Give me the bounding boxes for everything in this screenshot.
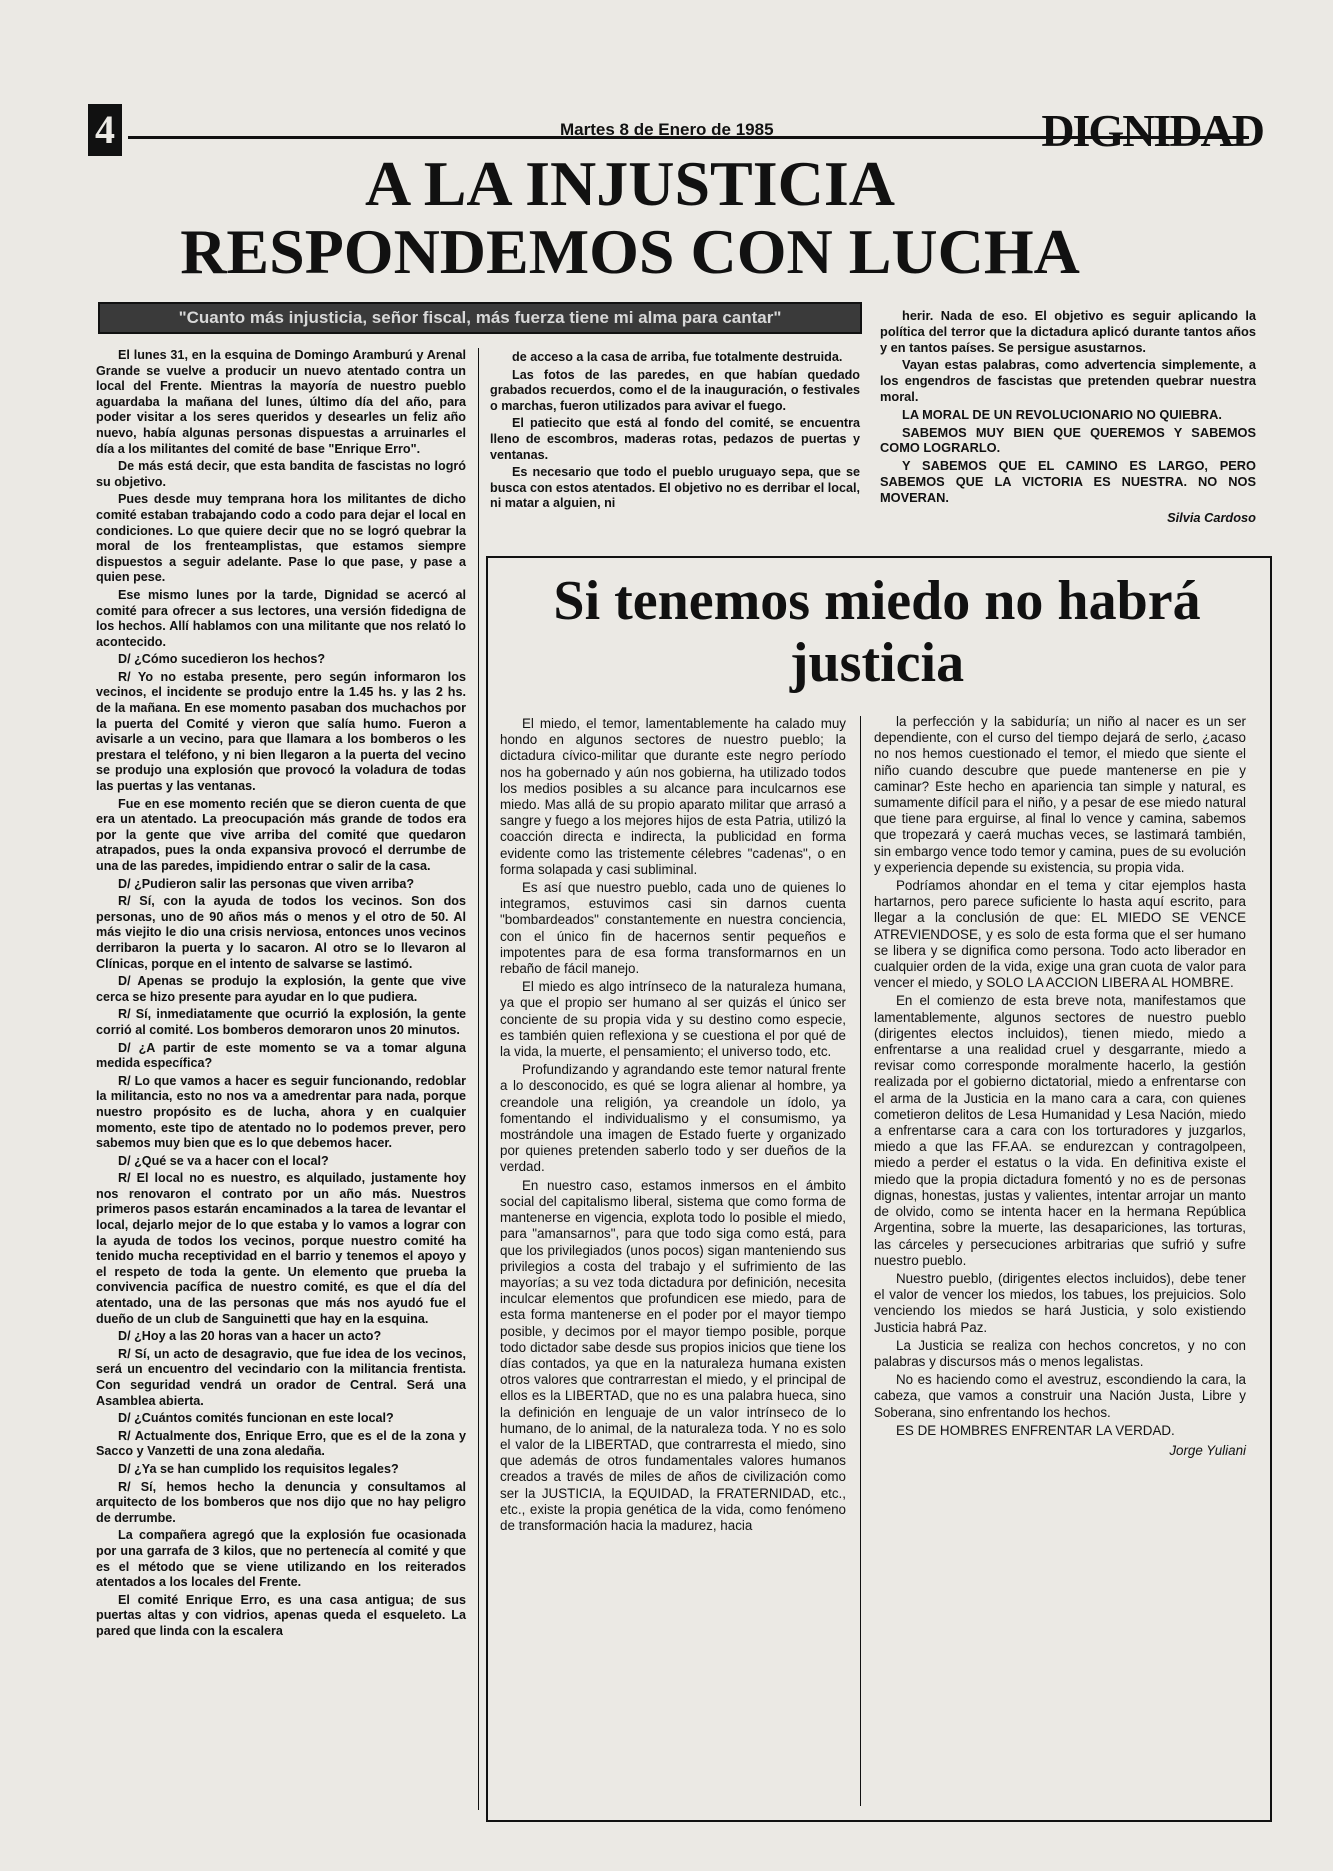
paragraph: LA MORAL DE UN REVOLUCIONARIO NO QUIEBRA.: [902, 406, 1222, 422]
article-middle-column: [490, 350, 860, 514]
boxed-left-column: [500, 716, 846, 1536]
article-left-column: [96, 348, 466, 1642]
paragraph: D/ ¿Hoy a las 20 horas van a hacer un acto?: [118, 1329, 382, 1344]
paragraph: D/ ¿Ya se han cumplido los requisitos legales?: [118, 1461, 399, 1476]
paragraph: Nuestro pueblo, (dirigentes electos incluidos), debe tener el valor de vencer los miedos, los tabues, los prejuicios. Solo venciendo los miedos se hará Justicia, y solo existiendo Justicia habrá Paz.: [874, 1270, 1246, 1335]
boxed-right-body: [874, 714, 1246, 1439]
paragraph: la perfección y la sabiduría; un niño al nacer es un ser dependiente, con el curso del tiempo dejará de serlo, ¿acaso no nos hemos cuestionado el temor, el miedo que siente el niño cuando descubre que puede mantenerse en pie y caminar? Este hecho en apariencia tan simple y natural, es sumamente difícil para el niño, y a pesar de ese miedo natural que tiene para erguirse, al final lo vence y camina, sabemos que tropezará y caerá muchas veces, se lastimará también, sin embargo vence todo temor y camina, pues de su evolución y experiencia depende su existencia, su propia vida.: [874, 714, 1246, 875]
headline: A LA INJUSTICIA RESPONDEMOS CON LUCHA: [180, 148, 1080, 287]
article-signature: Silvia Cardoso: [1167, 509, 1256, 525]
paragraph: De más está decir, que esta bandita de fascistas no logró su objetivo.: [96, 459, 466, 489]
boxed-column-divider: [860, 716, 861, 1806]
paragraph: Ese mismo lunes por la tarde, Dignidad se acercó al comité para ofrecer a sus lectores, una versión fidedigna de los hechos. Allí hablamos con una militante que nos relató lo acontecido.: [96, 587, 466, 649]
article-right-column: [880, 308, 1256, 525]
paragraph: D/ ¿Pudieron salir las personas que viven arriba?: [118, 876, 415, 891]
paragraph: Y SABEMOS QUE EL CAMINO ES LARGO, PERO SABEMOS QUE LA VICTORIA ES NUESTRA. NO NOS MOVERAN.: [880, 458, 1256, 505]
paragraph: Es necesario que todo el pueblo uruguayo sepa, que se busca con estos atentados. El objetivo no es derribar el local, ni matar a alguien, ni: [490, 465, 860, 511]
issue-date: Martes 8 de Enero de 1985: [560, 120, 774, 139]
boxed-article-title: Si tenemos miedo no habrá justicia: [553, 570, 1201, 694]
paragraph: D/ ¿A partir de este momento se va a tomar alguna medida específica?: [96, 1040, 466, 1071]
paragraph: R/ Yo no estaba presente, pero según informaron los vecinos, el incidente se produjo entre la 1.45 hs. y las 2 hs. de la mañana. En ese momento pasaban dos muchachos por la puerta del Comité y vieron que salía humo. Fueron a avisarle a un vecino, para que llamara a los bomberos o les prestara el teléfono, y ni bien llegaron a la puerta del vecino se produjo una explosión que provocó la voladura de todas las puertas y las ventanas.: [96, 669, 466, 794]
article-right-body: [880, 308, 1256, 506]
paragraph: R/ Sí, inmediatamente que ocurrió la explosión, la gente corrió al comité. Los bomberos demoraron unos 20 minutos.: [96, 1007, 466, 1037]
column-divider: [478, 348, 479, 1810]
paragraph: D/ ¿Cuántos comités funcionan en este local?: [118, 1411, 394, 1426]
paragraph: En nuestro caso, estamos inmersos en el ámbito social del capitalismo liberal, sistema que como forma de mantenerse en vigencia, explota todo lo posible el miedo, para "amansarnos", para que todo siga como está, para que los privilegiados (unos pocos) sigan manteniendo sus privilegios a costa del trabajo y el sufrimiento de las mayorías; a su vez toda dictadura por definición, necesita inculcar elementos que profundicen ese miedo, para de esta forma mantenerse en el poder por el mayor tiempo posible, y decimos por el mayor tiempo posible, porque todo dictador sabe desde sus propios inicios que tiene los días contados, ya que en la naturaleza humana existen otros valores que contrarrestan el miedo, y el principal de ellos es la LIBERTAD, que no es una palabra hueca, sino la definición en lenguaje de un valor intrínseco de lo humano, de lo animal, de la naturaleza toda. Y no es solo el valor de la LIBERTAD, que contrarresta el miedo, sino que además de otros fundamentales valores humanos creados a través de miles de años de civilización como ser la JUSTICIA, la EQUIDAD, la FRATERNIDAD, etc., etc., existe la propia genética de la vida, como fenómeno de transformación hacia la madurez, hacia: [500, 1177, 846, 1533]
paragraph: R/ Sí, un acto de desagravio, que fue idea de los vecinos, será un encuentro del vecindario con la militancia frentista. Con seguridad vendrá un orador de Central. Será una Asamblea abierta.: [96, 1346, 466, 1408]
paragraph: de acceso a la casa de arriba, fue totalmente destruida.: [512, 350, 843, 364]
paragraph: Vayan estas palabras, como advertencia simplemente, a los engendros de fascistas que pretenden quebrar nuestra moral.: [880, 357, 1256, 404]
paragraph: El comité Enrique Erro, es una casa antigua; de sus puertas altas y con vidrios, apenas queda el esqueleto. La pared que linda con la escalera: [96, 1592, 466, 1638]
paragraph: Profundizando y agrandando este temor natural frente a lo desconocido, es qué se logra alienar al hombre, ya creandole una religión, ya creandole un ídolo, ya fomentando el individualismo y el consumismo, ya mostrándole una imagen de Estado fuerte y organizado por quienes pretenden saberlo todo y ser dueños de la verdad.: [500, 1062, 846, 1175]
paragraph: R/ Sí, con la ayuda de todos los vecinos. Son dos personas, uno de 90 años más o menos y el otro de 50. Al más viejito le dio una crisis nerviosa, entonces unos vecinos derribaron la puerta y lo sacaron. Al otro se lo llevaron al Clínicas, porque en el intento de salvarse se lastimó.: [96, 894, 466, 971]
paragraph: D/ ¿Qué se va a hacer con el local?: [118, 1153, 329, 1168]
paragraph: Es así que nuestro pueblo, cada uno de quienes lo integramos, estuvimos casi sin darnos cuenta "bombardeados" constantemente en nuestra conciencia, con el único fin de hacernos sentir pequeños e impotentes para de esa forma transformarnos en un rebaño de fácil manejo.: [500, 880, 846, 977]
paragraph: SABEMOS MUY BIEN QUE QUEREMOS Y SABEMOS COMO LOGRARLO.: [880, 424, 1256, 456]
paragraph: D/ ¿Cómo sucedieron los hechos?: [118, 652, 326, 667]
paragraph: R/ El local no es nuestro, es alquilado, justamente hoy nos renovaron el contrato por un año más. Nuestros primeros pasos estarán encaminados a la tarea de levantar el local, dejarlo mejor de lo que estaba y lo vamos a lograr con la ayuda de todos los vecinos, porque nuestro comité ha tenido mucha receptividad en el barrio y tenemos el apoyo y el respeto de toda la gente. Un elemento que prueba la convivencia pacífica de nuestro comité, es que el día del atentado, una de las personas que más nos ayudó fue el dueño de un club de Sanguinetti que hay en la esquina.: [96, 1171, 466, 1326]
paragraph: ES DE HOMBRES ENFRENTAR LA VERDAD.: [896, 1422, 1175, 1438]
paragraph: Fue en ese momento recién que se dieron cuenta de que era un atentado. La preocupación más grande de todos era por la gente que vive arriba del comité que quedaron atrapados, pues la onda expansiva provocó el derrumbe de una de las paredes, impidiendo entrar o salir de la casa.: [96, 796, 466, 873]
paragraph: R/ Lo que vamos a hacer es seguir funcionando, redoblar la militancia, esto no nos va a amedrentar para nada, porque nuestro propósito es de lucha, ahora y en cualquier momento, este tipo de atentado no lo podemos prever, pero sabemos muy bien que es lo que debemos hacer.: [96, 1073, 466, 1151]
paragraph: La Justicia se realiza con hechos concretos, y no con palabras y discursos más o menos legalistas.: [874, 1337, 1246, 1369]
boxed-right-column: [874, 714, 1246, 1459]
paragraph: Pues desde muy temprana hora los militantes de dicho comité estaban trabajando codo a codo para dejar el local en condiciones. Lo que quiere decir que no se logró quebrar la moral de los frenteamplistas, que estamos siempre dispuestos a seguir adelante. Pase lo que pase, y pase a quien pese.: [96, 492, 466, 585]
paragraph: D/ Apenas se produjo la explosión, la gente que vive cerca se hizo presente para ayudar en lo que pudiera.: [96, 974, 466, 1004]
strapline: "Cuanto más injusticia, señor fiscal, más fuerza tiene mi alma para cantar": [98, 302, 862, 334]
paragraph: En el comienzo de esta breve nota, manifestamos que lamentablemente, algunos sectores de nuestro pueblo (dirigentes electos incluidos), tienen miedo, miedo a enfrentarse a una realidad cruel y desgarrante, miedo a revisar como corresponde moralmente hacerlo, la gestión realizada por el gobierno dictatorial, miedo a enfrentarse con el arma de la Justicia en la mano cara a cara, con quienes cometieron delitos de Lesa Humanidad y Lesa Nación, miedo a enfrentarse cara a cara con los torturadores y juzgarlos, miedo a que las FF.AA. se endurezcan y contragolpeen, miedo a perder el estatus o la vida. En definitiva existe el miedo que la propia dictadura fomentó y no es de personas dignas, honestas, justas y valientes, intentar arrojar un manto de olvido, como se intenta hacer en la hermana República Argentina, sobre la muerte, las desapariciones, las torturas, las cárceles y persecuciones arbitrarias que sufrió y sufre nuestro pueblo.: [874, 993, 1246, 1268]
page-number: 4: [88, 104, 122, 156]
paragraph: El miedo es algo intrínseco de la naturaleza humana, ya que el propio ser humano al ser quizás el único ser conciente de su propia vida y su destino como especie, es también quien reflexiona y se cuestiona el por qué de la vida, la muerte, el pensamiento; el universo todo, etc.: [500, 979, 846, 1060]
masthead: DIGNIDAD: [1041, 105, 1263, 156]
paragraph: Podríamos ahondar en el tema y citar ejemplos hasta hartarnos, pero parece suficiente lo hasta aquí escrito, para llegar a la conclusión de que: EL MIEDO SE VENCE ATREVIENDOSE, y es solo de esta forma que el ser humano se libera y se dignifica como persona. Todo acto liberador en cualquier orden de la vida, exige una gran cuota de valor para vencer el miedo, y SOLO LA ACCION LIBERA AL HOMBRE.: [874, 878, 1246, 991]
paragraph: herir. Nada de eso. El objetivo es seguir aplicando la política del terror que la dictadura aplicó durante tantos años y en tantos países. Se persigue asustarnos.: [880, 308, 1256, 355]
paragraph: R/ Actualmente dos, Enrique Erro, que es el de la zona y Sacco y Vanzetti de una zona aledaña.: [96, 1428, 466, 1459]
paragraph: El patiecito que está al fondo del comité, se encuentra lleno de escombros, maderas rotas, pedazos de puertas y ventanas.: [490, 416, 860, 462]
paragraph: El lunes 31, en la esquina de Domingo Aramburú y Arenal Grande se vuelve a producir un nuevo atentado contra un local del Frente. Mientras la mayoría de nuestro pueblo aguardaba la mañana del lunes, último día del año, para poder visitar a los seres queridos y desearles un feliz año nuevo, había algunas personas dispuestas a arruinarles el día a los militantes del comité de base "Enrique Erro".: [96, 348, 466, 456]
paragraph: La compañera agregó que la explosión fue ocasionada por una garrafa de 3 kilos, que no pertenecía al comité y que es el método que se viene utilizando en los reiterados atentados a los locales del Frente.: [96, 1528, 466, 1590]
paragraph: Las fotos de las paredes, en que habían quedado grabados recuerdos, como el de la inauguración, o festivales o marchas, fueron utilizados para avivar el fuego.: [490, 367, 860, 413]
paragraph: R/ Sí, hemos hecho la denuncia y consultamos al arquitecto de los bomberos que nos dijo que no hay peligro de derrumbe.: [96, 1479, 466, 1525]
paragraph: No es haciendo como el avestruz, escondiendo la cara, la cabeza, que vamos a construir una Nación Justa, Libre y Soberana, sino enfrentando los hechos.: [874, 1372, 1246, 1420]
paragraph: El miedo, el temor, lamentablemente ha calado muy hondo en algunos sectores de nuestro pueblo; la dictadura cívico-militar que durante este negro período nos ha gobernado y aún nos gobierna, ha utilizado todos los medios posibles a su alcance para inculcarnos ese miedo. Mas allá de su propio aparato militar que arrasó a sangre y fuego a los mejores hijos de esta Patria, utilizó la coacción directa e indirecta, la publicidad en forma evidente como las tristemente célebres "cadenas", o en forma solapada y casi subliminal.: [500, 716, 846, 877]
boxed-signature: Jorge Yuliani: [1169, 1442, 1246, 1458]
